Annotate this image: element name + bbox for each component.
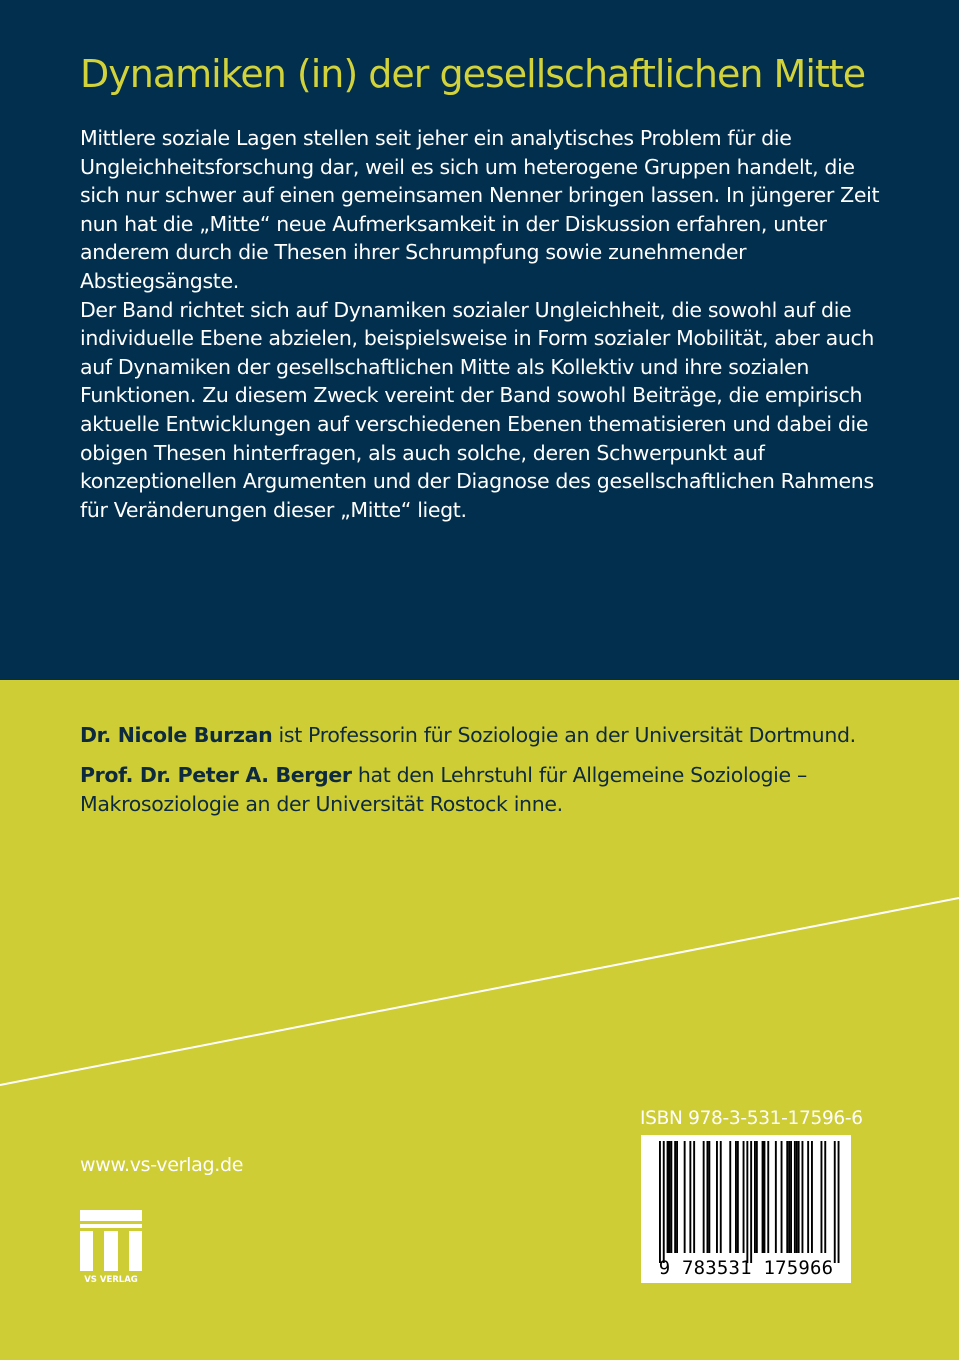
author-name-2: Prof. Dr. Peter A. Berger (80, 763, 352, 787)
barcode-bar (794, 1141, 796, 1253)
logo-text: VS VERLAG (84, 1275, 138, 1285)
barcode-bar (663, 1141, 665, 1263)
barcode-bar (703, 1141, 705, 1253)
barcode-bar (684, 1141, 686, 1253)
barcode-bar (737, 1141, 739, 1253)
barcode-bar (796, 1141, 798, 1253)
author-text-1: ist Professorin für Soziologie an der Universität Dortmund. (272, 723, 856, 747)
bottom-panel (0, 680, 959, 1360)
barcode-bar (786, 1141, 788, 1253)
barcode (641, 1135, 851, 1283)
book-title: Dynamiken (in) der gesellschaftlichen Mitte (80, 52, 866, 96)
barcode-bar (811, 1141, 813, 1253)
barcode-bar (834, 1141, 836, 1263)
barcode-bar (720, 1141, 722, 1253)
barcode-bar (729, 1141, 731, 1253)
barcode-bar (707, 1141, 709, 1253)
blurb-paragraph-1: Mittlere soziale Lagen stellen seit jeher ein analytisches Problem für die Ungleichheitsforschung dar, weil es sich um heterogene Gruppen handelt, die sich nur schwer auf einen gemeinsamen Nenner bringen lassen. In jüngerer Zeit nun hat die „Mitte“ neue Aufmerksamkeit in der Diskussion erfahren, unter anderem durch die Thesen ihrer Schrumpfung sowie zunehmender Abstiegsängste. (80, 126, 880, 293)
barcode-bar (775, 1141, 777, 1253)
barcode-bar (781, 1141, 783, 1253)
barcode-bar (824, 1141, 826, 1253)
barcode-bar (821, 1141, 823, 1253)
barcode-bar (659, 1141, 661, 1263)
barcode-bar (762, 1141, 764, 1253)
barcode-bar (735, 1141, 737, 1253)
barcode-bar (764, 1141, 766, 1253)
barcode-bar (693, 1141, 695, 1253)
barcode-bar (743, 1141, 745, 1253)
author-name-1: Dr. Nicole Burzan (80, 723, 273, 747)
barcode-bar (838, 1141, 840, 1263)
barcode-bar (798, 1141, 800, 1253)
barcode-bar (669, 1141, 671, 1253)
barcode-bar (667, 1141, 669, 1253)
barcode-bar (746, 1141, 748, 1263)
blurb (80, 124, 880, 524)
isbn-label: ISBN 978-3-531-17596-6 (640, 1108, 863, 1129)
barcode-bar (689, 1141, 691, 1253)
barcode-bar (802, 1141, 804, 1253)
barcode-bar (754, 1141, 756, 1253)
author-text-2: hat den Lehrstuhl für Allgemeine Soziologie – Makrosoziologie an der Universität Rostock inne. (80, 763, 807, 816)
barcode-bar (708, 1141, 710, 1253)
barcode-bar (674, 1141, 676, 1253)
barcode-bar (756, 1141, 758, 1253)
barcode-bar (788, 1141, 790, 1253)
vs-verlag-logo (80, 1210, 142, 1286)
barcode-digits: 9 783531 175966 (658, 1257, 834, 1279)
barcode-bar (807, 1141, 809, 1253)
barcode-bar (670, 1141, 672, 1253)
blurb-paragraph-2: Der Band richtet sich auf Dynamiken sozialer Ungleichheit, die sowohl auf die individuelle Ebene abzielen, beispielsweise in Form sozialer Mobilität, aber auch auf Dynamiken der gesellschaftlichen Mitte als Kollektiv und ihre sozialen Funktionen. Zu diesem Zweck vereint der Band sowohl Beiträge, die empirisch aktuelle Entwicklungen auf verschiedenen Ebenen thematisieren und dabei die obigen Thesen hinterfragen, als auch solche, deren Schwerpunkt auf konzeptionellen Argumenten und der Diagnose des gesellschaftlichen Rahmens für Veränderungen dieser „Mitte“ liegt. (80, 297, 875, 522)
publisher-url: www.vs-verlag.de (80, 1154, 244, 1176)
barcode-bar (750, 1141, 752, 1263)
barcode-bar (767, 1141, 769, 1253)
barcode-bar (716, 1141, 718, 1253)
barcode-bar (676, 1141, 678, 1253)
barcode-bar (790, 1141, 792, 1253)
